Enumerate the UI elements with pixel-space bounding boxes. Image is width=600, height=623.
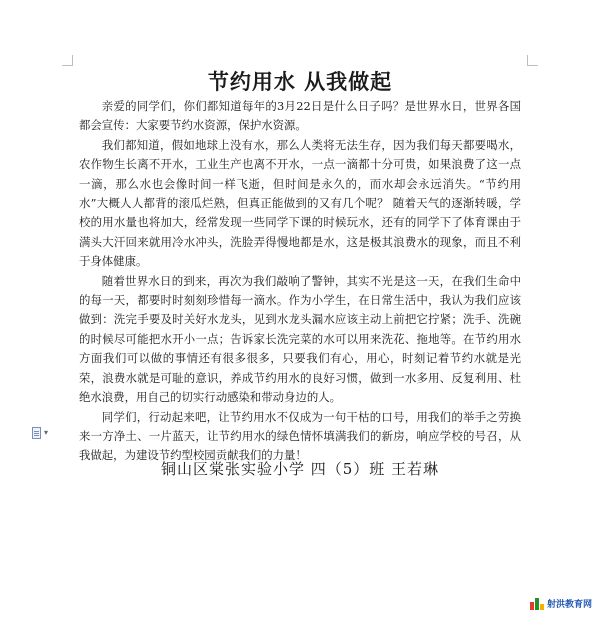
author-signature: 铜山区棠张实验小学 四（5）班 王若琳 — [160, 460, 440, 478]
paragraph: 同学们，行动起来吧，让节约用水不仅成为一句干枯的口号，用我们的举手之劳换来一方净土、一片蓝天，让节约用水的绿色情怀填满我们的新房，响应学校的号召，从我做起，为建设节约型校园贡献我们的力量！ — [79, 409, 521, 463]
paragraph: 我们都知道，假如地球上没有水，那么人类将无法生存，因为我们每天都要喝水，农作物生长离不开水，工业生产也离不开水，一点一滴都十分可贵，如果浪费了这一点一滴，那么水也会像时间一样飞逝，但时间是永久的，而水却会永远消失。“节约用水”大概人人都背的滚瓜烂熟，但真正能做到的又有几个呢？ 随着天气的逐渐转暖，学校的用水量也将加大，经常发现一些同学下课的时候玩水，还有的同学下了体育课由于满头大汗回来就用冷水冲头，洗脸弄得慢地都是水，这是极其浪费水的现象，而且不利于身体健康。 — [79, 137, 521, 269]
paragraph: 随着世界水日的到来，再次为我们敲响了警钟，其实不光是这一天，在我们生命中的每一天，都要时时刻刻珍惜每一滴水。作为小学生，在日常生活中，我认为我们应该做到：洗完手要及时关好水龙头，见到水龙头漏水应该主动上前把它拧紧；洗手、洗碗的时候尽可能把水开小一点；告诉家长洗完菜的水可以用来洗花、拖地等。在节约用水方面我们可以做的事情还有很多很多，只要我们有心，用心，时刻记着节约水就是光荣，浪费水就是可耻的意识，养成节约用水的良好习惯，做到一水多用、反复利用、杜绝水浪费，用自己的切实行动感染和带动身边的人。 — [79, 273, 521, 405]
page-corner-mark-top-right — [527, 55, 538, 66]
page-corner-mark-top-left — [62, 55, 73, 66]
paragraph: 亲爱的同学们，你们都知道每年的3月22日是什么日子吗？是世界水日，世界各国都会宣传：大家要节约水资源，保护水资源。 — [79, 99, 521, 133]
watermark-text: 射洪教育网 — [547, 600, 593, 610]
site-watermark — [530, 597, 592, 610]
watermark-logo-icon — [530, 598, 544, 610]
document-body — [79, 97, 521, 466]
paste-options-icon[interactable] — [32, 427, 41, 439]
document-title: 节约用水 从我做起 — [207, 70, 393, 94]
chevron-down-icon[interactable]: ▾ — [44, 428, 49, 437]
